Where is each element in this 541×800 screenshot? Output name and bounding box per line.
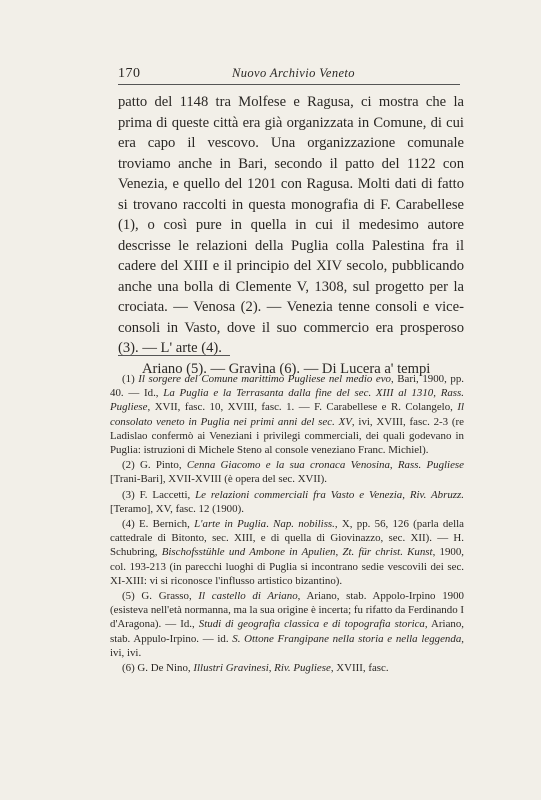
footnote-4: (4) E. Bernich, L'arte in Puglia. Nap. nobiliss., X, pp. 56, 126 (parla della cattedrale di Bitonto, sec. XIII, e di quella di Giovinazzo, sec. XII). — H. Schubring, Bischofsstühle und Ambone in Apulien, Zt. für christ. Kunst, 1900, col. 193-213 (in parecchi luoghi di Puglia si incontrano sedie vescovili dei sec. XI-XIII: vi si riconosce l'influsso artistico bizantino). <box>110 518 465 587</box>
body-paragraph-1: patto del 1148 tra Molfese e Ragusa, ci mostra che la prima di queste città era già organizzata in Comune, di cui era capo il vescovo. Una organizzazione comunale troviamo anche in Bari, secondo il patto del 1122 con Venezia, e quello del 1201 con Ragusa. Molti dati di fatto si trovano raccolti in questa monografia di F. Carabellese (1), o così pure in quella in cui il medesimo autore descrisse le relazioni della Puglia colla Palestina fra il cadere del XIII e il principio del XIV secolo, pubblicando anche una bolla di Clemente V, 1308, sul progetto per la crociata. — Venosa (2). — Venezia tenne consoli e vice-consoli in Vasto, dove il suo commercio era prosperoso (3). — L' arte (4). <box>118 94 464 356</box>
running-title: Nuovo Archivio Veneto <box>232 66 355 80</box>
footnotes <box>110 372 464 676</box>
main-text <box>118 92 464 379</box>
body-paragraph-2: Ariano (5). — Gravina (6). — Di Lucera a' tempi <box>142 360 431 377</box>
page-header <box>118 62 460 85</box>
footnote-3: (3) F. Laccetti, Le relazioni commerciali fra Vasto e Venezia, Riv. Abruzz. [Teramo], XV, fasc. 12 (1900). <box>110 488 464 515</box>
page-number: 170 <box>118 66 141 81</box>
footnote-divider <box>118 355 230 356</box>
footnote-2: (2) G. Pinto, Cenna Giacomo e la sua cronaca Venosina, Rass. Pugliese [Trani-Bari], XVII-XVIII (è opera del sec. XVII). <box>110 459 464 486</box>
footnote-5: (5) G. Grasso, Il castello di Ariano, Ariano, stab. Appolo-Irpino 1900 (esisteva nell'età normanna, ma la sua origine è incerta; fu rifatto da Ferdinando I d'Aragona). — Id., Studi di geografia classica e di topografia storica, Ariano, stab. Appulo-Irpino. — id. S. Ottone Frangipane nella storia e nella leggenda, ivi, ivi. <box>110 590 465 659</box>
footnote-1: (1) Il sorgere del Comune marittimo Pugliese nel medio evo, Bari, 1900, pp. 40. — Id., La Puglia e la Terrasanta dalla fine del sec. XIII al 1310, Rass. Pugliese, XVII, fasc. 10, XVIII, fasc. 1. — F. Carabellese e R. Colangelo, Il consolato veneto in Puglia nei primi anni del sec. XV, ivi, XVIII, fasc. 2-3 (re Ladislao confermò ai Veneziani i privilegi commerciali, dei quali godevano in Puglia: istruzioni di Michele Steno al console veneziano Franc. Michiel). <box>110 373 465 457</box>
footnote-6: (6) G. De Nino, Illustri Gravinesi, Riv. Pugliese, XVIII, fasc. <box>122 662 389 675</box>
